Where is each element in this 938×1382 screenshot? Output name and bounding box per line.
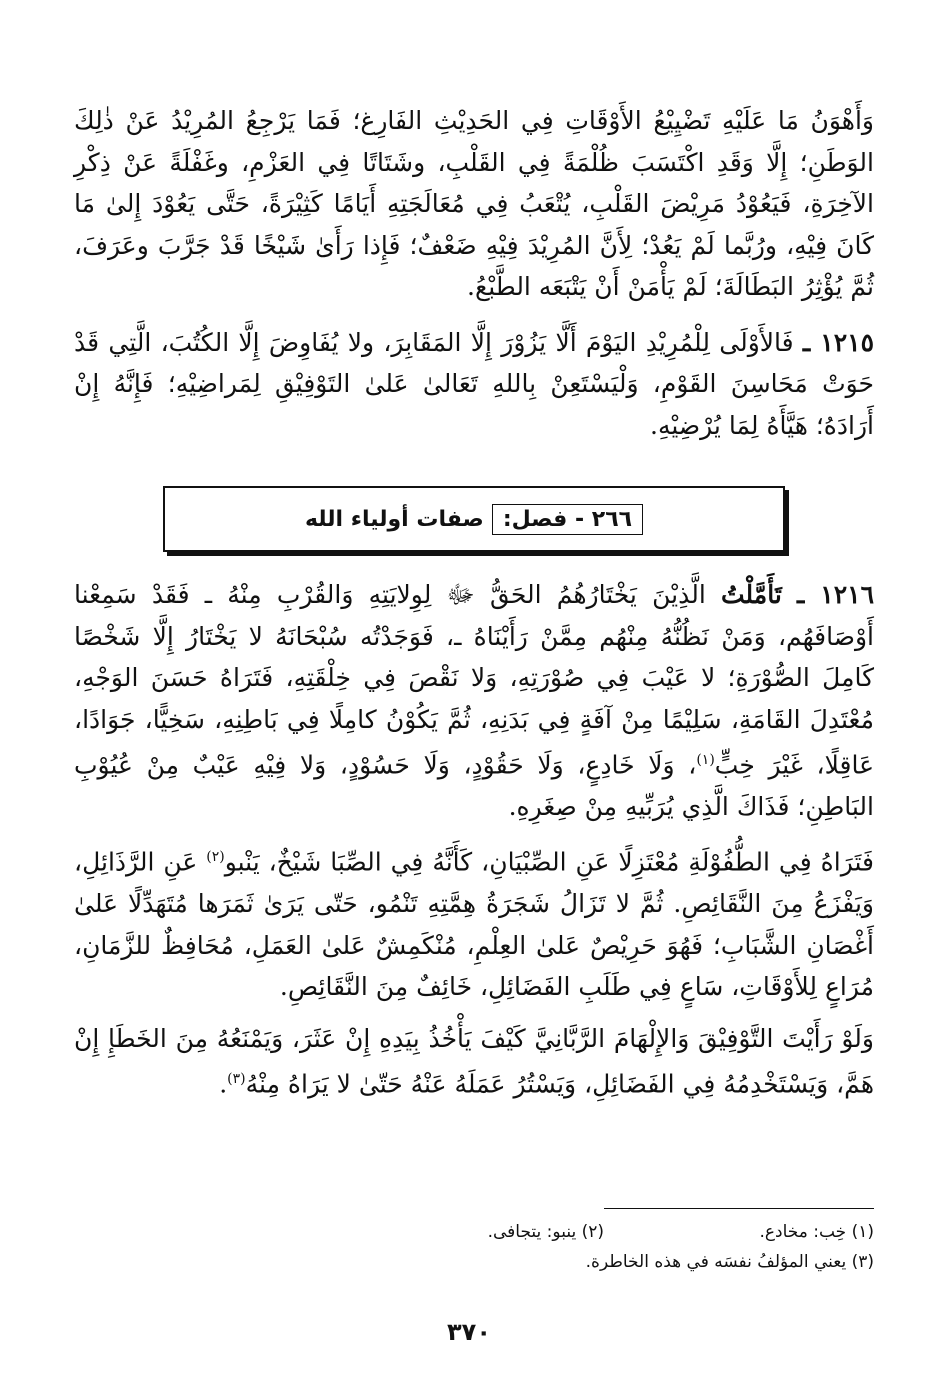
- footnote-row-1: [74, 1217, 874, 1247]
- paragraph-1216-tail: ، وَلَا خَادِعٍ، وَلَا حَقُوْدٍ، وَلَا حَسُوْدٍ، وَلا فِيْهِ عَيْبٌ مِنْ عُيُوْبِ البَاطِنِ؛ فَذَاكَ الَّذِي يُرَبِّيهِ مِنْ صِغَرِهِ.: [74, 750, 874, 821]
- paragraph-1215: [74, 322, 874, 447]
- paragraph-1: [74, 100, 874, 308]
- paragraph-4-tail: عَنِ الرَّذَائِلِ، وَيَفْزَعُ مِنَ النَّقَائِصِ. ثُمَّ لا تَزَالُ شَجَرَةُ هِمَّتِهِ تَنْمُو، حَتّى يَرَىٰ ثَمَرَها مُتَهَدِّلًا عَلىٰ أَغْصَانِ الشَّبَابِ؛ فَهُوَ حَرِيْصٌ عَلىٰ العِلْمِ، مُنْكَمِشٌ عَلىٰ العَمَلِ، مُحَافِظٌ للزَّمَانِ، مُرَاعٍ لِلأَوْقَاتِ، سَاعٍ فِي طَلَبِ الفَضَائِلِ، خَائِفٌ مِنَ النَّقَائِصِ.: [74, 847, 874, 1002]
- paragraph-1-text: وَأَهْوَنُ مَا عَلَيْهِ تَضْيِيْعُ الأَوْقَاتِ فِي الحَدِيْثِ الفَارِغ؛ فَمَا يَرْجِعُ المُرِيْدُ عَنْ ذٰلِكَ الوَطَنِ؛ إِلَّا وَقَدِ اكْتَسَبَ ظُلْمَةً فِي القَلْبِ، وشَتَاتًا فِي العَزْمِ، وغَفْلَةً عَنْ ذِكْرِ الآخِرَةِ، فَيَعُوْدُ مَرِيْضَ القَلْبِ، يُتْعَبُ فِي مُعَالَجَتِهِ أَيَامًا كَثِيْرَةً، حَتَّى يَعُوْدَ إِلىٰ مَا كَانَ فِيْهِ، ورُبَّما لَمْ يَعُدْ؛ لِأَنَّ المُرِيْدَ فِيْهِ ضَعْفٌ؛ فَإِذا رَأَىٰ شَيْخًا قَدْ جَرَّبَ وعَرَفَ، ثُمَّ يُؤْثِرُ البَطَالَةَ؛ لَمْ يَأْمَنْ أَنْ يَتْبَعَه الطَّبْعُ.: [74, 106, 874, 301]
- paragraph-1216: [74, 574, 874, 827]
- footnote-row-2: [74, 1247, 874, 1277]
- footnote-divider: [604, 1208, 874, 1209]
- footnote-3: (٣) يعني المؤلفُ نفسَه في هذه الخاطرة.: [585, 1252, 874, 1272]
- footnote-ref-3: (٣): [227, 1071, 246, 1088]
- footnote-2: (٢) ينبو: يتجافى.: [487, 1222, 604, 1242]
- paragraph-5-text: وَلَوْ رَأَيْتَ التَّوْفِيْقَ وَالإِلْهَامَ الرَّبَّانِيَّ كَيْفَ يَأْخُذُ بِيَدِهِ إِنْ عَثَرَ، وَيَمْنَعُهُ مِنَ الخَطَإِ إِنْ هَمَّ، وَيَسْتَخْدِمُهُ فِي الفَضَائِلِ، وَيَسْتُرُ عَمَلَهُ عَنْهُ حَتّىٰ لا يَرَاهُ مِنْهُ: [74, 1023, 874, 1099]
- paragraph-keyword: تَأَمَّلْتُ: [720, 580, 782, 609]
- paragraph-number: ١٢١٥ ـ: [802, 327, 874, 357]
- page-number: ٣٧٠: [447, 1318, 491, 1346]
- footnotes: [74, 1208, 874, 1277]
- section-title: صفات أولياء الله: [304, 506, 484, 532]
- paragraph-1215-text: فَالأَوْلَى لِلْمُرِيْدِ اليَوْمَ أَلَّا يَزُوْرَ إِلَّا المَقَابِرَ، ولا يُفَاوِضَ إِلَّا الكُتُبَ، الَّتِي قَدْ حَوَتْ مَحَاسِنَ القَوْمِ، وَلْيَسْتَعِنْ بِاللهِ تَعَالىٰ عَلىٰ التَوْفِيْقِ لِمَراضِيْهِ؛ فَإِنَّهُ إِنْ أَرَادَهُ؛ هَيَّأَهُ لِمَا يُرْضِيْهِ.: [74, 327, 874, 440]
- paragraph-number: ١٢١٦ ـ: [797, 580, 875, 609]
- page-body: [74, 100, 874, 1105]
- footnote-ref-2: (٢): [206, 849, 225, 866]
- paragraph-1216-text: الَّذِيْنَ يَخْتَارُهُمُ الحَقُّ ﷻ لِوِلايَتِهِ وَالقُرْبِ مِنْهُ ـ فَقَدْ سَمِعْنا أَوْصَافَهُم، وَمَنْ نَظُنُّهُ مِنْهُم مِمَّنْ رَأَيْنَاهُ ـ، فَوَجَدْتُه سُبْحَانَهُ لا يَخْتَارُ إِلَّا شَخْصًا كَامِلَ الصُّوْرَةِ؛ لا عَيْبَ فِي صُوْرَتِهِ، وَلا نَقْصَ فِي خِلْقَتِهِ، فَتَرَاهُ حَسَنَ الوَجْهِ، مُعْتَدِلَ القَامَةِ، سَلِيْمًا مِنْ آفَةٍ فِي بَدَنِهِ، ثُمَّ يَكُوْنُ كامِلًا فِي بَاطِنِهِ، سَخِيًّا، جَوَادًا، عَاقِلًا، غَيْرَ خِبٍّ: [74, 580, 875, 780]
- footnote-1: (١) خِب: مخادع.: [759, 1222, 874, 1242]
- footnote-ref-1: (١): [696, 752, 715, 768]
- section-heading-box: [163, 486, 785, 552]
- paragraph-4: [74, 837, 874, 1007]
- paragraph-4-text: فَتَرَاهُ فِي الطُّفُوْلَةِ مُعْتَزِلًا عَنِ الصِّبْيَانِ، كَأَنَّهُ فِي الصِّبَا شَيْخٌ، يَنْبو: [224, 847, 874, 877]
- paragraph-5-tail: .: [219, 1069, 228, 1099]
- section-number-label: ٢٦٦ - فصل:: [492, 504, 643, 535]
- paragraph-5: [74, 1018, 874, 1105]
